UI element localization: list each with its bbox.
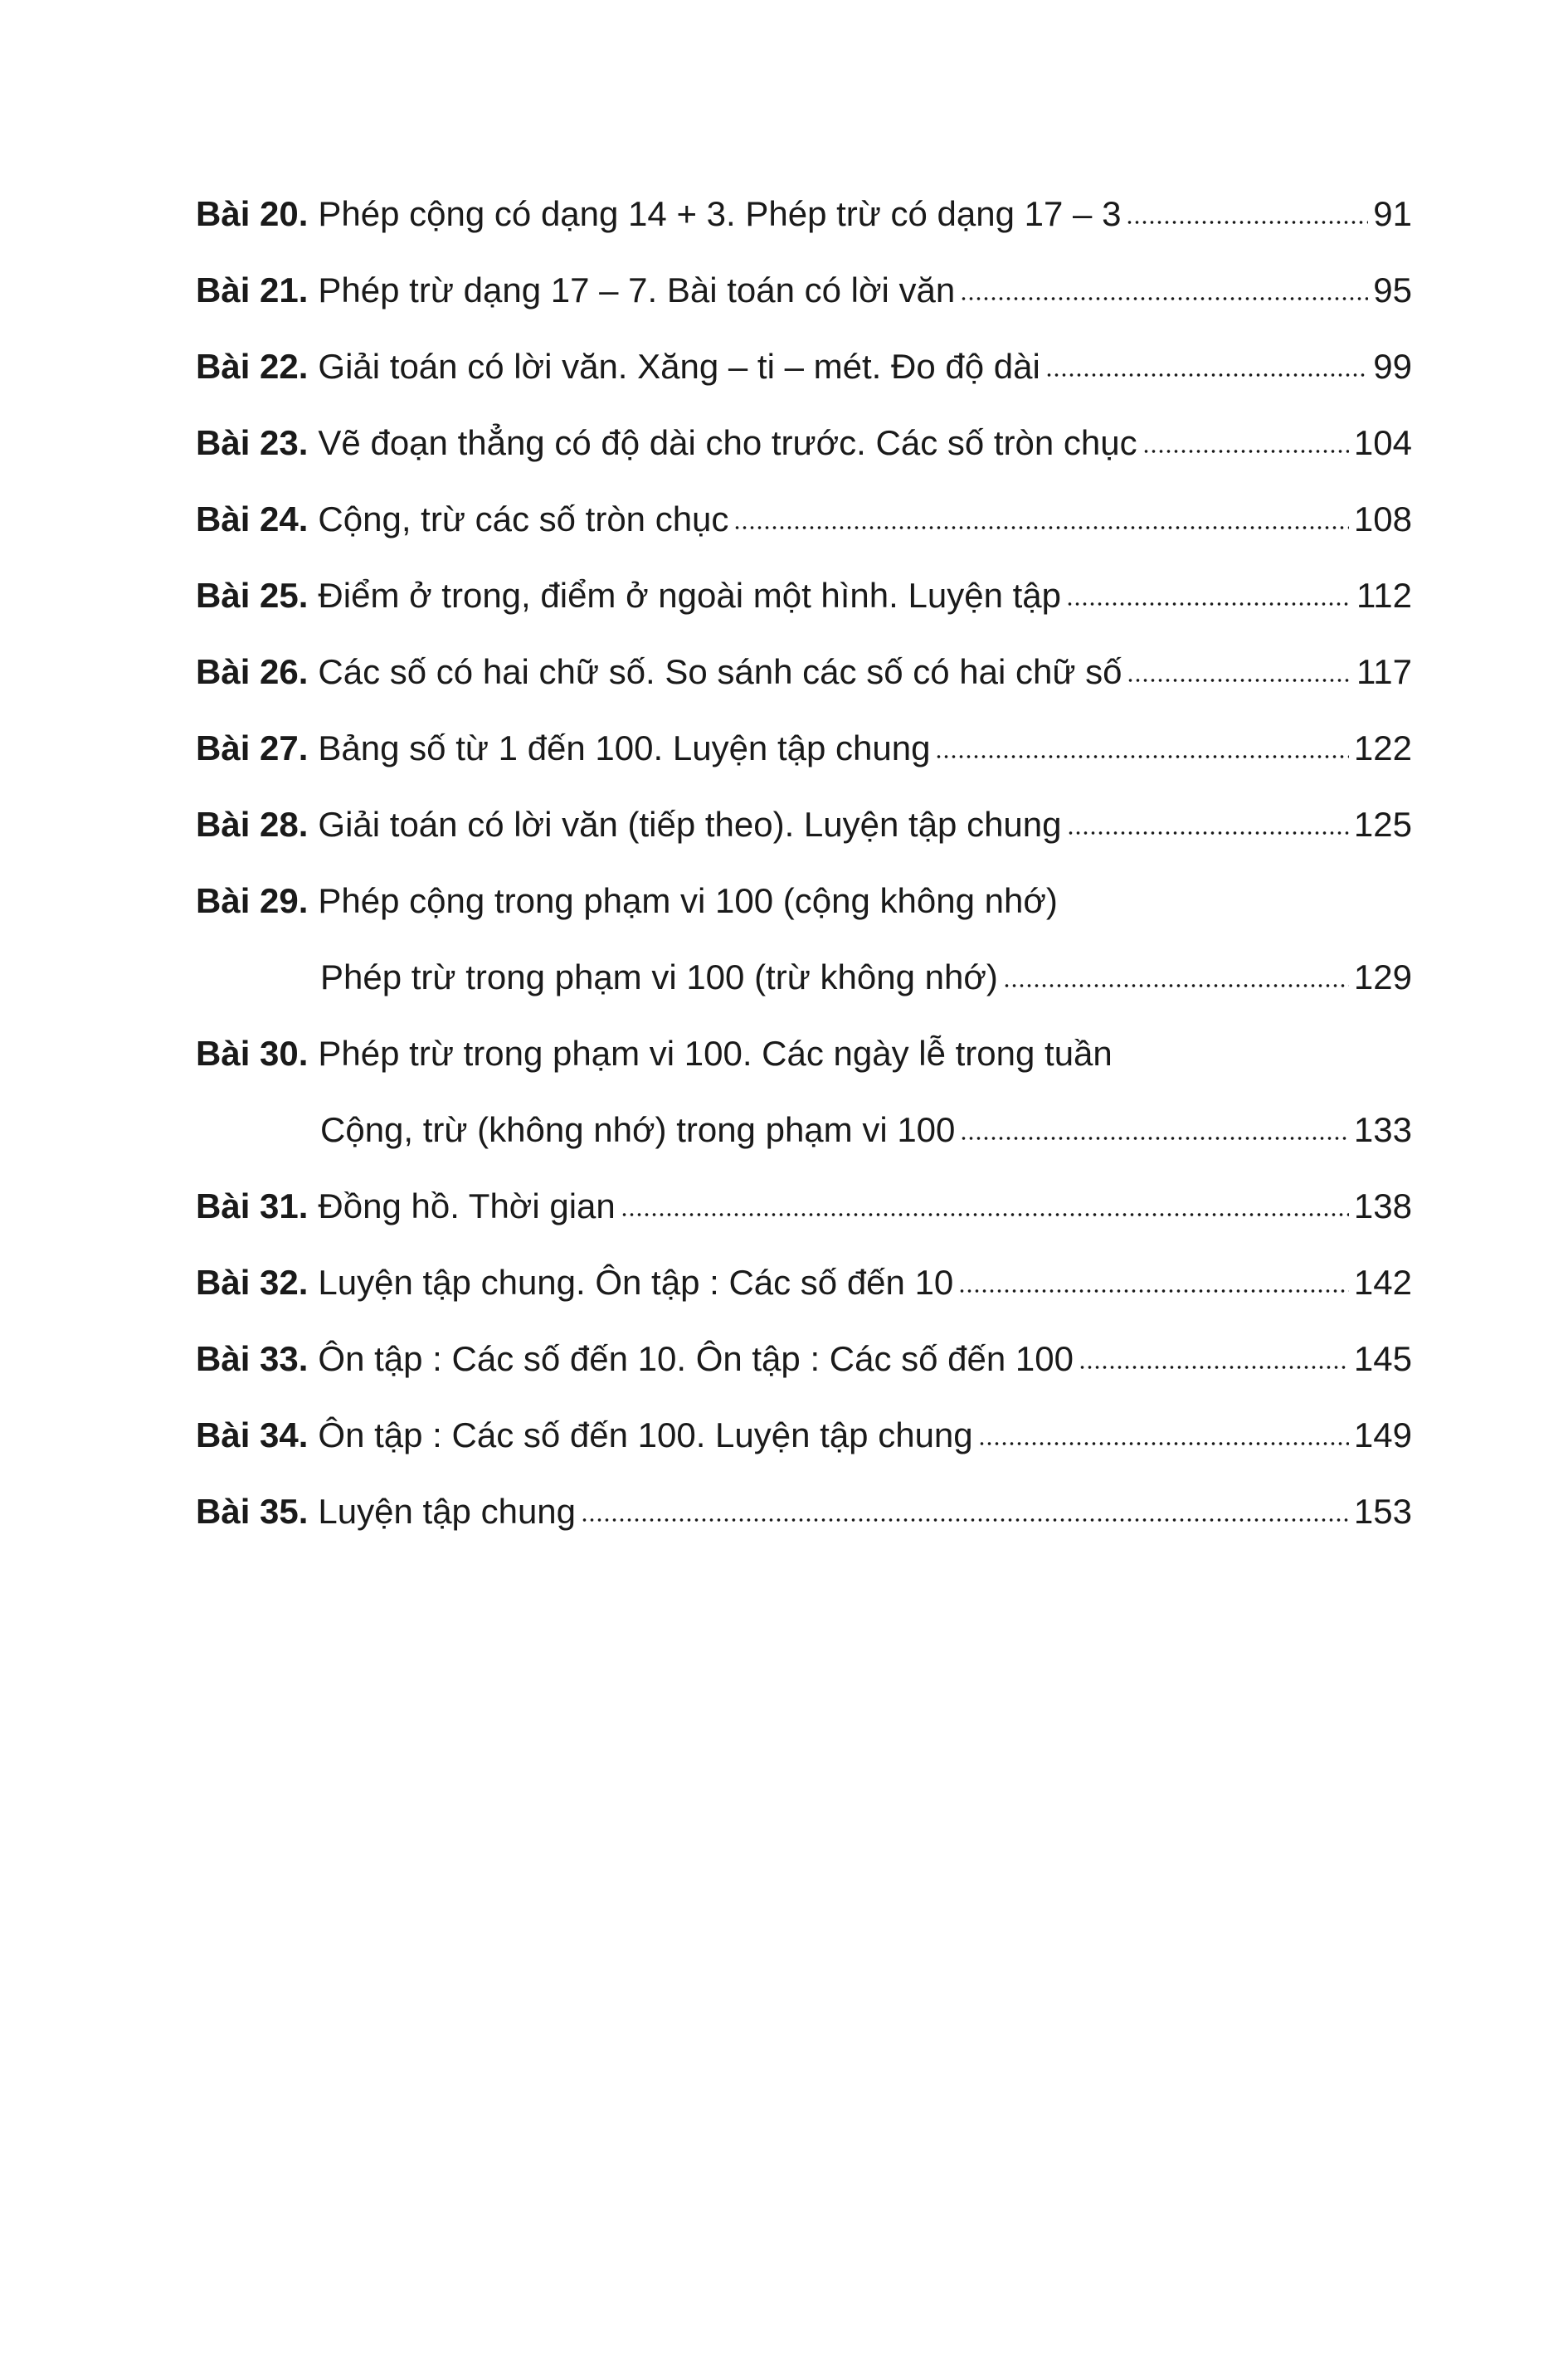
- toc-entry: [196, 405, 1412, 481]
- lesson-number: Bài 23.: [196, 423, 309, 462]
- dot-leader: [960, 297, 1368, 300]
- lesson-number: Bài 33.: [196, 1339, 309, 1378]
- page-number: 112: [1356, 576, 1412, 615]
- toc-entry: [196, 252, 1412, 329]
- toc-entry: [196, 176, 1412, 252]
- page-number: 145: [1353, 1339, 1412, 1378]
- dot-leader: [1079, 1366, 1349, 1369]
- lesson-number: Bài 22.: [196, 347, 309, 386]
- lesson-number: Bài 20.: [196, 194, 309, 233]
- lesson-number: Bài 35.: [196, 1492, 309, 1531]
- toc-entry: [196, 1168, 1412, 1245]
- toc-entry: [196, 1245, 1412, 1321]
- toc-entry-continuation: [196, 939, 1412, 1016]
- lesson-title: Ôn tập : Các số đến 10. Ôn tập : Các số đến 100: [318, 1339, 1074, 1378]
- toc-entry: [196, 558, 1412, 634]
- lesson-title: Luyện tập chung. Ôn tập : Các số đến 10: [318, 1263, 954, 1302]
- lesson-title: Phép cộng trong phạm vi 100 (cộng không nhớ): [318, 881, 1058, 920]
- lesson-number: Bài 26.: [196, 652, 309, 691]
- lesson-title-continued: Cộng, trừ (không nhớ) trong phạm vi 100: [320, 1110, 956, 1149]
- lesson-title: Bảng số từ 1 đến 100. Luyện tập chung: [318, 728, 931, 767]
- lesson-number: Bài 27.: [196, 728, 309, 767]
- page-number: 153: [1353, 1492, 1412, 1531]
- page-number: 99: [1373, 347, 1412, 386]
- lesson-number: Bài 21.: [196, 270, 309, 309]
- lesson-title-continued: Phép trừ trong phạm vi 100 (trừ không nhớ): [320, 957, 998, 996]
- lesson-title: Luyện tập chung: [318, 1492, 577, 1531]
- dot-leader: [1142, 450, 1349, 453]
- page-number: 138: [1353, 1186, 1412, 1225]
- toc-entry: [196, 1321, 1412, 1397]
- lesson-title: Đồng hồ. Thời gian: [318, 1186, 616, 1225]
- toc-entry: [196, 863, 1412, 939]
- lesson-title: Điểm ở trong, điểm ở ngoài một hình. Luyện tập: [318, 576, 1061, 615]
- dot-leader: [1127, 679, 1351, 682]
- dot-leader: [958, 1289, 1349, 1293]
- lesson-title: Giải toán có lời văn (tiếp theo). Luyện tập chung: [318, 805, 1062, 844]
- page-number: 108: [1353, 499, 1412, 538]
- lesson-number: Bài 32.: [196, 1263, 309, 1302]
- page-number: 95: [1373, 270, 1412, 309]
- toc-entry: [196, 1016, 1412, 1092]
- lesson-number: Bài 25.: [196, 576, 309, 615]
- page-number: 142: [1353, 1263, 1412, 1302]
- dot-leader: [1066, 602, 1351, 606]
- page-number: 129: [1353, 957, 1412, 996]
- dot-leader: [1126, 221, 1368, 224]
- dot-leader: [935, 755, 1348, 758]
- page-number: 149: [1353, 1415, 1412, 1454]
- lesson-number: Bài 29.: [196, 881, 309, 920]
- lesson-title: Phép trừ trong phạm vi 100. Các ngày lễ trong tuần: [318, 1034, 1113, 1073]
- lesson-title: Cộng, trừ các số tròn chục: [318, 499, 729, 538]
- page-number: 122: [1353, 728, 1412, 767]
- lesson-number: Bài 34.: [196, 1415, 309, 1454]
- dot-leader: [733, 526, 1349, 529]
- page-number: 91: [1373, 194, 1412, 233]
- lesson-title: Giải toán có lời văn. Xăng – ti – mét. Đo độ dài: [318, 347, 1040, 386]
- lesson-title: Vẽ đoạn thẳng có độ dài cho trước. Các số tròn chục: [318, 423, 1137, 462]
- toc-entry: [196, 787, 1412, 863]
- dot-leader: [1003, 984, 1349, 987]
- lesson-title: Ôn tập : Các số đến 100. Luyện tập chung: [318, 1415, 973, 1454]
- lesson-title: Phép trừ dạng 17 – 7. Bài toán có lời văn: [318, 270, 956, 309]
- page-number: 133: [1353, 1110, 1412, 1149]
- toc-entry: [196, 1397, 1412, 1474]
- toc-entry: [196, 481, 1412, 558]
- lesson-number: Bài 30.: [196, 1034, 309, 1073]
- dot-leader: [1045, 373, 1369, 377]
- toc-entry: [196, 1474, 1412, 1550]
- dot-leader: [1067, 831, 1349, 835]
- toc-entry: [196, 634, 1412, 710]
- toc-entry-continuation: [196, 1092, 1412, 1168]
- toc-entry: [196, 710, 1412, 787]
- lesson-title: Các số có hai chữ số. So sánh các số có hai chữ số: [318, 652, 1122, 691]
- lesson-number: Bài 28.: [196, 805, 309, 844]
- table-of-contents: [196, 176, 1412, 1550]
- dot-leader: [960, 1137, 1349, 1140]
- lesson-number: Bài 31.: [196, 1186, 309, 1225]
- toc-entry: [196, 329, 1412, 405]
- dot-leader: [978, 1442, 1349, 1445]
- lesson-title: Phép cộng có dạng 14 + 3. Phép trừ có dạng 17 – 3: [318, 194, 1122, 233]
- page-number: 104: [1353, 423, 1412, 462]
- dot-leader: [621, 1213, 1349, 1216]
- page-number: 125: [1353, 805, 1412, 844]
- lesson-number: Bài 24.: [196, 499, 309, 538]
- page-number: 117: [1356, 652, 1412, 691]
- dot-leader: [581, 1518, 1349, 1522]
